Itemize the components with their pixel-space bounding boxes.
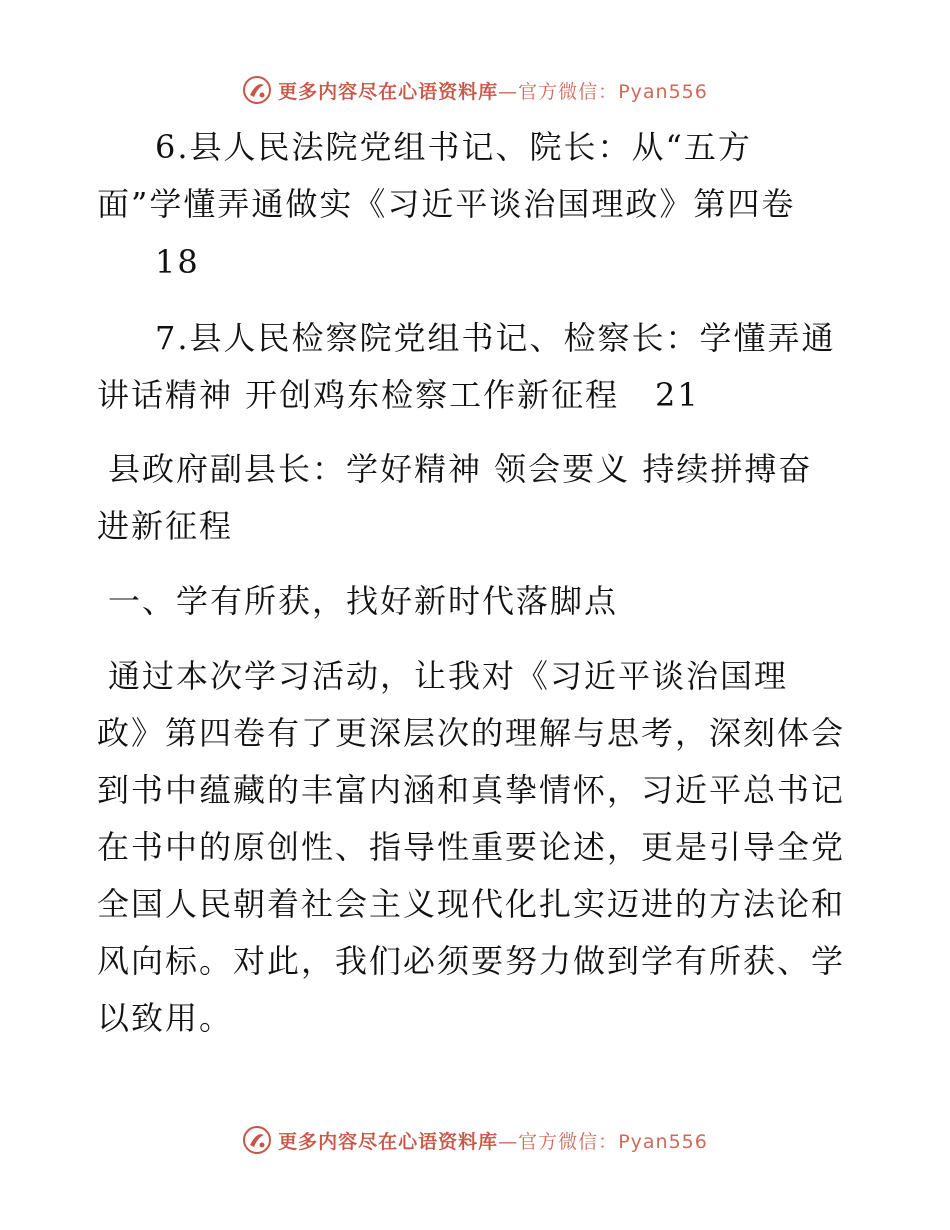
paragraph-line-7: 以致用。 <box>97 999 234 1037</box>
article-title-line1: 县政府副县长：学好精神 领会要义 持续拼搏奋 <box>108 450 813 488</box>
banner-wechat-id: Pyan556 <box>618 80 708 103</box>
section-heading-1: 一、学有所获，找好新时代落脚点 <box>108 582 619 620</box>
banner-wechat-id: Pyan556 <box>618 1130 708 1153</box>
banner-separator: — <box>498 1130 519 1153</box>
toc-item-6-line1: 6.县人民法院党组书记、院长：从“五方 <box>155 128 752 166</box>
toc-item-7-line2: 讲话精神 开创鸡东检察工作新征程 <box>97 376 620 414</box>
banner-separator: — <box>498 80 519 103</box>
footer-watermark <box>0 1120 950 1160</box>
toc-item-7-page: 21 <box>655 376 700 414</box>
banner-site-text: 更多内容尽在心语资料库 <box>278 1130 499 1153</box>
toc-item-6-page: 18 <box>155 243 200 281</box>
header-watermark <box>0 70 950 110</box>
banner-wechat-label: 官方微信： <box>518 1130 619 1153</box>
banner-wechat-label: 官方微信： <box>518 80 619 103</box>
paragraph-line-4: 在书中的原创性、指导性重要论述，更是引导全党 <box>97 828 846 866</box>
paragraph-line-2: 政》第四卷有了更深层次的理解与思考，深刻体会 <box>97 714 846 752</box>
brand-logo-icon <box>242 75 272 105</box>
brand-logo-icon <box>242 1125 272 1155</box>
paragraph-line-3: 到书中蕴藏的丰富内涵和真挚情怀，习近平总书记 <box>97 771 846 809</box>
article-title-line2: 进新征程 <box>97 507 234 545</box>
toc-item-6-line2: 面”学懂弄通做实《习近平谈治国理政》第四卷 <box>97 185 796 223</box>
paragraph-line-1: 通过本次学习活动，让我对《习近平谈治国理 <box>108 657 789 695</box>
paragraph-line-5: 全国人民朝着社会主义现代化扎实迈进的方法论和 <box>97 885 846 923</box>
paragraph-line-6: 风向标。对此，我们必须要努力做到学有所获、学 <box>97 942 846 980</box>
toc-item-7-line1: 7.县人民检察院党组书记、检察长：学懂弄通 <box>155 319 836 357</box>
banner-site-text: 更多内容尽在心语资料库 <box>278 80 499 103</box>
